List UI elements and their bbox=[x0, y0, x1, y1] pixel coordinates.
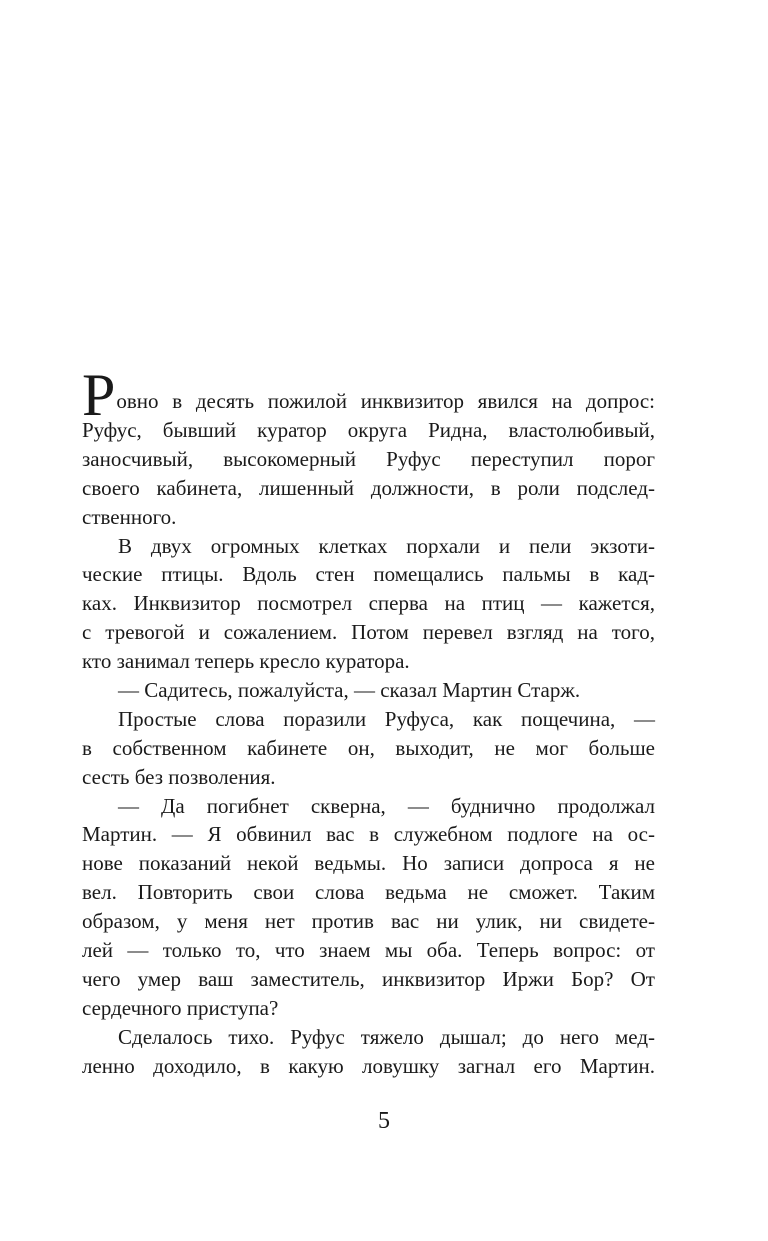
text-line: В двух огромных клетках порхали и пели экзоти- bbox=[118, 533, 655, 558]
text-line: лей — только то, что знаем мы оба. Теперь вопрос: от bbox=[82, 938, 655, 963]
page-number: 5 bbox=[378, 1108, 390, 1134]
first-line-text: овно в десять пожилой инквизитор явился на допрос: bbox=[116, 389, 655, 414]
text-line: своего кабинета, лишенный должности, в роли подслед- bbox=[82, 475, 655, 500]
text-line: — Да погибнет скверна, — буднично продолжал bbox=[118, 793, 655, 818]
text-line: — Садитесь, пожалуйста, — сказал Мартин Старж. bbox=[118, 678, 581, 703]
text-line: чего умер ваш заместитель, инквизитор Иржи Бор? От bbox=[82, 966, 655, 991]
text-line: Мартин. — Я обвинил вас в служебном подлоге на ос- bbox=[82, 822, 655, 847]
text-line: ческие птицы. Вдоль стен помещались пальмы в кад- bbox=[82, 562, 655, 587]
first-line bbox=[82, 362, 655, 428]
text-line: образом, у меня нет против вас ни улик, ни свидете- bbox=[82, 909, 655, 934]
text-line: сердечного приступа? bbox=[82, 995, 279, 1020]
text-line: Сделалось тихо. Руфус тяжело дышал; до него мед- bbox=[118, 1024, 655, 1049]
text-line: нове показаний некой ведьмы. Но записи допроса я не bbox=[82, 851, 655, 876]
text-line: ленно доходило, в какую ловушку загнал его Мартин. bbox=[82, 1053, 655, 1078]
text-line: кто занимал теперь кресло куратора. bbox=[82, 649, 410, 674]
text-line: заносчивый, высокомерный Руфус переступил порог bbox=[82, 446, 655, 471]
text-line: вел. Повторить свои слова ведьма не сможет. Таким bbox=[82, 880, 655, 905]
drop-cap: Р bbox=[82, 362, 116, 428]
text-line: ках. Инквизитор посмотрел сперва на птиц — кажется, bbox=[82, 591, 655, 616]
text-line: в собственном кабинете он, выходит, не мог больше bbox=[82, 735, 655, 760]
text-line: с тревогой и сожалением. Потом перевел взгляд на того, bbox=[82, 620, 655, 645]
text-line: сесть без позволения. bbox=[82, 764, 276, 789]
text-line: ственного. bbox=[82, 504, 177, 529]
text-line: Руфус, бывший куратор округа Ридна, властолюбивый, bbox=[82, 418, 655, 442]
text-lines bbox=[82, 416, 655, 1080]
text-line: Простые слова поразили Руфуса, как пощечина, — bbox=[118, 706, 655, 731]
body-text bbox=[82, 362, 655, 1080]
